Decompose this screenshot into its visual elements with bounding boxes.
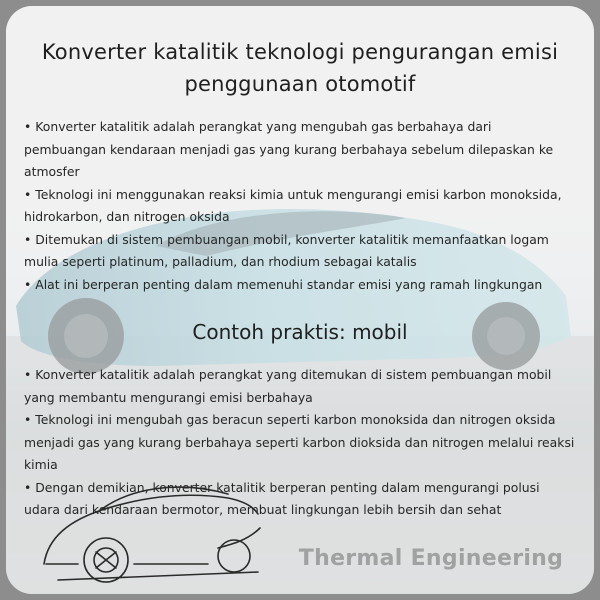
list-item: • Alat ini berperan penting dalam memenuhi standar emisi yang ramah lingkungan	[24, 276, 543, 292]
brand-watermark: Thermal Engineering	[298, 546, 564, 571]
list-item: • Ditemukan di sistem pembuangan mobil, konverter katalitik memanfaatkan logam mulia seperti platinum, palladium, dan rhodium sebagai katalis	[24, 231, 549, 269]
benefits-list	[24, 116, 576, 296]
page-title: Konverter katalitik teknologi pengurangan emisi penggunaan otomotif	[41, 40, 559, 96]
list-item: • Konverter katalitik adalah perangkat yang mengubah gas berbahaya dari pembuangan kendaraan menjadi gas yang kurang berbahaya sebelum dilepaskan ke atmosfer	[24, 119, 554, 179]
list-item: • Teknologi ini mengubah gas beracun seperti karbon monoksida dan nitrogen oksida menjadi gas yang kurang berbahaya seperti karbon dioksida dan nitrogen melalui reaksi kimia	[24, 412, 575, 472]
car-outline-icon	[38, 468, 268, 586]
list-item: • Dengan demikian, konverter katalitik berperan penting dalam mengurangi polusi udara dari kendaraan bermotor, membuat lingkungan lebih bersih dan sehat	[24, 479, 540, 517]
section-heading: Contoh praktis: mobil	[192, 320, 408, 344]
list-item: • Teknologi ini menggunakan reaksi kimia untuk mengurangi emisi karbon monoksida, hidrokarbon, dan nitrogen oksida	[24, 186, 562, 224]
list-item: • Konverter katalitik adalah perangkat yang ditemukan di sistem pembuangan mobil yang membantu mengurangi emisi berbahaya	[24, 367, 552, 405]
info-card	[6, 6, 594, 594]
